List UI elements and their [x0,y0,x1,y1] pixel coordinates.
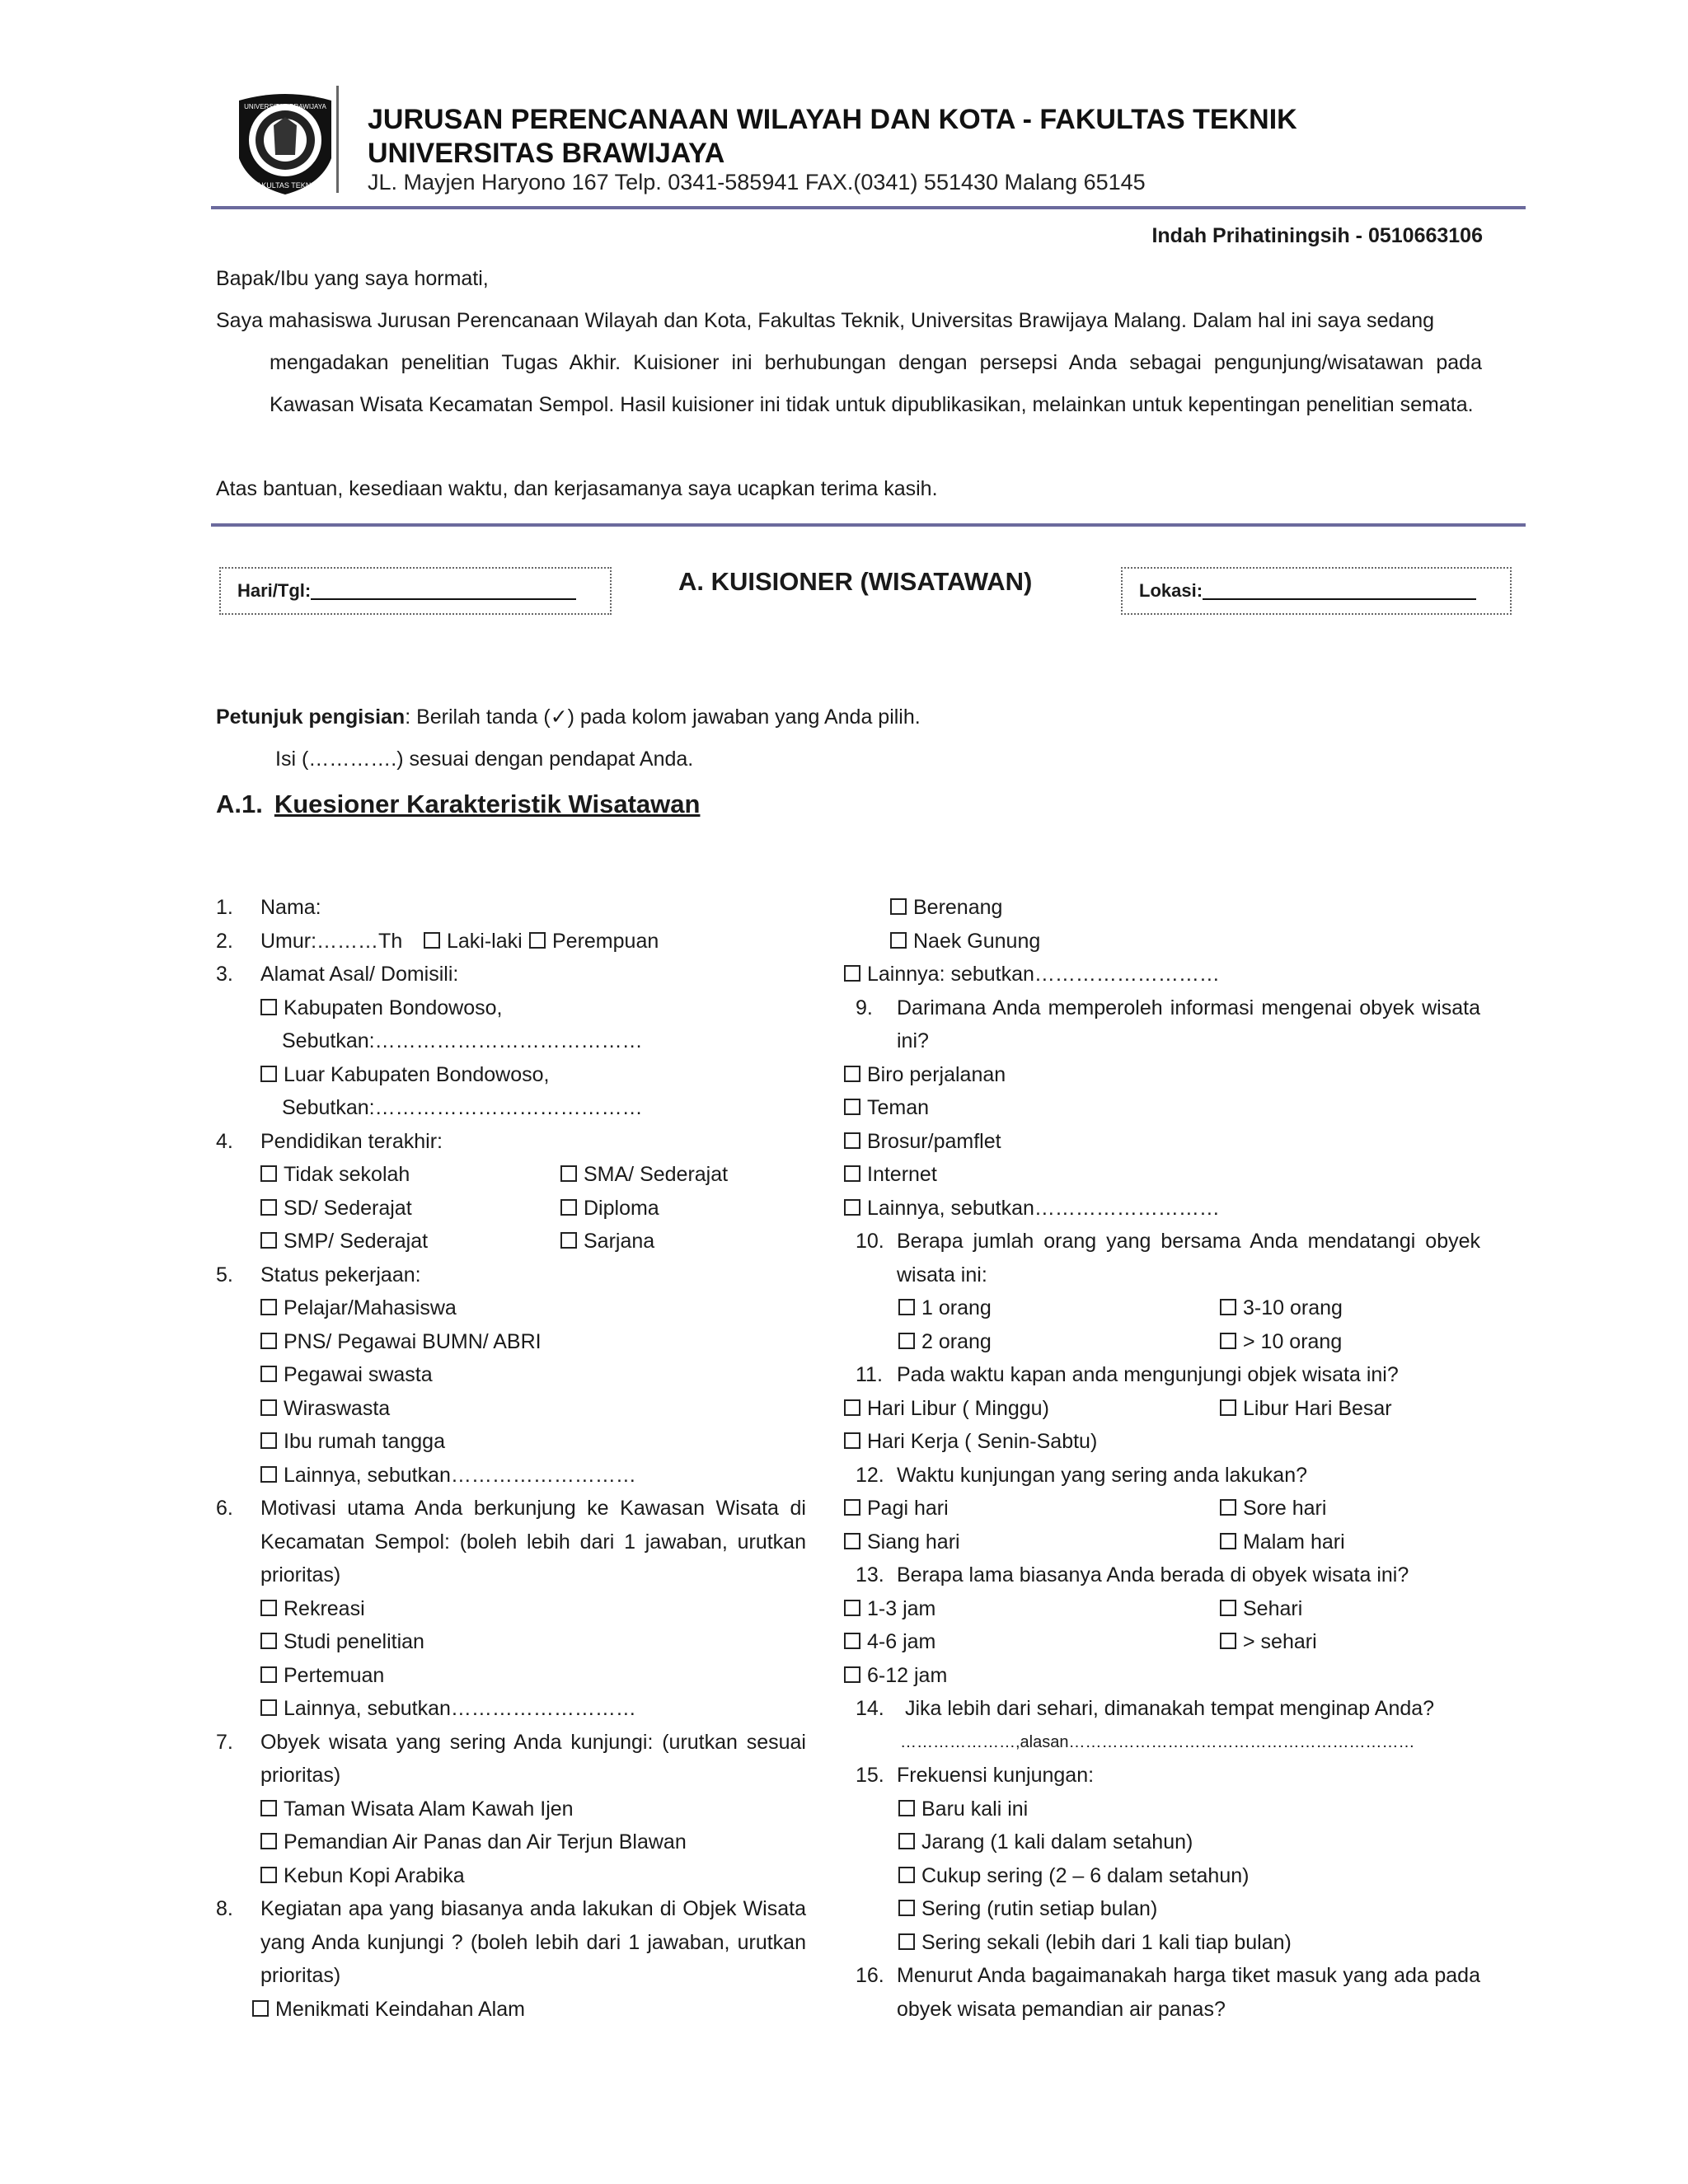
intro-rule [211,523,1526,527]
job-entrepreneur-checkbox[interactable] [260,1399,277,1416]
svg-text:FAKULTAS TEKNIK: FAKULTAS TEKNIK [252,181,318,190]
group-2-checkbox[interactable] [898,1333,915,1349]
question-6: 6. Motivasi utama Anda berkunjung ke Kawasan Wisata di Kecamatan Sempol: (boleh lebih dari 1 jawaban, urutkan prioritas) [216,1497,806,1586]
job-student-checkbox[interactable] [260,1299,277,1315]
question-9: 9. Darimana Anda memperoleh informasi mengenai obyek wisata ini? [856,996,1480,1052]
stay-6-12-checkbox[interactable] [844,1666,860,1683]
location-input-line[interactable] [1203,582,1476,600]
instructions-label: Petunjuk pengisian [216,705,406,729]
section-heading: A.1. Kuesioner Karakteristik Wisatawan [216,790,701,818]
intro-first-line: Saya mahasiswa Jurusan Perencanaan Wilayah dan Kota, Fakultas Teknik, Universitas Brawijaya Malang. Dalam hal ini saya sedang [216,309,1435,332]
info-internet-checkbox[interactable] [844,1165,860,1182]
info-other-checkbox[interactable] [844,1199,860,1216]
freq-often-checkbox[interactable] [898,1867,915,1883]
info-travel-agent-checkbox[interactable] [844,1066,860,1082]
question-8: 8. Kegiatan apa yang biasanya anda lakukan di Objek Wisata yang Anda kunjungi ? (boleh lebih dari 1 jawaban, urutkan prioritas) [216,1897,806,1987]
question-4: 4. Pendidikan terakhir: [216,1129,443,1153]
intro-paragraph [216,300,1482,426]
visit-noon-checkbox[interactable] [844,1533,860,1549]
origin-bondowoso-fill[interactable]: Sebutkan:………………………………… [282,1029,643,1052]
origin-outside-fill[interactable]: Sebutkan:………………………………… [282,1096,643,1119]
freq-rare-checkbox[interactable] [898,1833,915,1849]
intro-rest: mengadakan penelitian Tugas Akhir. Kuisioner ini berhubungan dengan persepsi Anda sebagai pengunjung/wisatawan pada Kawasan Wisata Kecamatan Sempol. Hasil kuisioner ini tidak untuk dipublikasikan, melainkan untuk kepentingan penelitian semata. [270,351,1482,416]
question-7: 7. Obyek wisata yang sering Anda kunjungi: (urutkan sesuai prioritas) [216,1730,806,1787]
question-16: 16. Menurut Anda bagaimanakah harga tiket masuk yang ada pada obyek wisata pemandian air panas? [856,1964,1480,2021]
instructions-line2: Isi (………….) sesuai dengan pendapat Anda. [275,748,694,771]
visit-morning-checkbox[interactable] [844,1499,860,1516]
question-3: 3. Alamat Asal/ Domisili: [216,963,459,986]
question-15: 15. Frekuensi kunjungan: [856,1764,1095,1787]
site-coffee-checkbox[interactable] [260,1867,277,1883]
greeting: Bapak/Ibu yang saya hormati, [216,267,489,290]
location-label: Lokasi: [1139,580,1203,601]
header-university: UNIVERSITAS BRAWIJAYA [368,138,725,169]
visit-afternoon-checkbox[interactable] [1220,1499,1236,1516]
job-housewife-checkbox[interactable] [260,1432,277,1449]
group-3-10-checkbox[interactable] [1220,1299,1236,1315]
freq-first-checkbox[interactable] [898,1800,915,1816]
visit-night-checkbox[interactable] [1220,1533,1236,1549]
freq-very-often-checkbox[interactable] [898,1933,915,1950]
group-1-checkbox[interactable] [898,1299,915,1315]
thanks-text: Atas bantuan, kesediaan waktu, dan kerjasamanya saya ucapkan terima kasih. [216,477,938,500]
question-13: 13. Berapa lama biasanya Anda berada di obyek wisata ini? [856,1563,1409,1586]
edu-smp-checkbox[interactable] [260,1232,277,1249]
edu-none-checkbox[interactable] [260,1165,277,1182]
time-sunday-checkbox[interactable] [844,1399,860,1416]
site-blawan-checkbox[interactable] [260,1833,277,1849]
location-field-box[interactable] [1121,567,1512,615]
question-1: 1. Nama: [216,896,321,919]
date-field-box[interactable] [219,567,612,615]
origin-bondowoso-checkbox[interactable] [260,999,277,1015]
stay-1-3-checkbox[interactable] [844,1600,860,1616]
stay-more-checkbox[interactable] [1220,1633,1236,1649]
question-10: 10. Berapa jumlah orang yang bersama Anda mendatangi obyek wisata ini: [856,1230,1480,1286]
site-ijen-checkbox[interactable] [260,1800,277,1816]
activity-hike-checkbox[interactable] [890,932,907,949]
stay-4-6-checkbox[interactable] [844,1633,860,1649]
edu-diploma-checkbox[interactable] [560,1199,577,1216]
activity-nature-checkbox[interactable] [252,2000,269,2017]
gender-male-checkbox[interactable] [424,932,440,949]
group-10plus-checkbox[interactable] [1220,1333,1236,1349]
activity-other-checkbox[interactable] [844,965,860,982]
author-name: Indah Prihatiningsih - 0510663106 [1151,224,1483,247]
activity-swim-checkbox[interactable] [890,898,907,915]
job-other-checkbox[interactable] [260,1466,277,1483]
svg-text:UNIVERSITAS BRAWIJAYA: UNIVERSITAS BRAWIJAYA [244,103,326,110]
left-column: 1. Nama: 2. Umur:………Th Laki-laki Perempuan 3. Alamat Asal/ Domisili: Kabupaten Bondowoso, Sebutkan:………………………………… Luar Kabupaten Bondowoso, Sebutkan:………………………………… 4. Pendidikan terakhir: Tidak sekolah SMA/ Sederajat SD/ Sederajat Diploma SMP/ Sederajat Sarjana 5. Status pekerjaan: Pelajar/Mahasiswa PNS/ Pegawai BUMN/ ABRI Pegawai swasta Wiraswasta Ibu rumah tangga Lainnya, sebutkan……………………… 6. Motivasi utama Anda berkunjung ke Kawasan Wisata di Kecamatan Sempol: (boleh lebih dari 1 jawaban, urutkan prioritas) Rekreasi Studi penelitian Pertemuan Lainnya, sebutkan……………………… 7. Obyek wisata yang sering Anda kunjungi: (urutkan sesuai prioritas) Taman Wisata Alam Kawah Ijen Pemandian Air Panas dan Air Terjun Blawan Kebun Kopi Arabika 8. Kegiatan apa yang biasanya anda lakukan di Objek Wisata yang Anda kunjungi ? (boleh lebih dari 1 jawaban, urutkan prioritas) Menikmati Keindahan Alam [216,891,806,2026]
header-rule [211,206,1526,209]
gender-female-checkbox[interactable] [529,932,546,949]
date-input-line[interactable] [311,582,576,600]
lodging-fill[interactable]: …………………,alasan……………………………………………………… [900,1732,1415,1751]
stay-day-checkbox[interactable] [1220,1600,1236,1616]
freq-monthly-checkbox[interactable] [898,1900,915,1916]
questionnaire-title: A. KUISIONER (WISATAWAN) [678,567,1033,596]
question-14: 14. Jika lebih dari sehari, dimanakah tempat menginap Anda? [856,1697,1435,1720]
info-brochure-checkbox[interactable] [844,1132,860,1149]
edu-sma-checkbox[interactable] [560,1165,577,1182]
motive-meeting-checkbox[interactable] [260,1666,277,1683]
info-friend-checkbox[interactable] [844,1099,860,1115]
question-11: 11. Pada waktu kapan anda mengunjungi objek wisata ini? [856,1363,1399,1386]
time-holiday-checkbox[interactable] [1220,1399,1236,1416]
instructions-line1: Petunjuk pengisian: Berilah tanda (✓) pada kolom jawaban yang Anda pilih. [216,705,921,729]
question-12: 12. Waktu kunjungan yang sering anda lakukan? [856,1463,1308,1487]
motive-research-checkbox[interactable] [260,1633,277,1649]
question-2: 2. Umur:………Th Laki-laki Perempuan [216,929,659,953]
header-department: JURUSAN PERENCANAAN WILAYAH DAN KOTA - FAKULTAS TEKNIK [368,104,1297,135]
motive-other-checkbox[interactable] [260,1699,277,1716]
time-weekday-checkbox[interactable] [844,1432,860,1449]
header-address: JL. Mayjen Haryono 167 Telp. 0341-585941 FAX.(0341) 551430 Malang 65145 [368,170,1146,194]
job-private-checkbox[interactable] [260,1366,277,1382]
header-divider [336,86,339,193]
job-civil-checkbox[interactable] [260,1333,277,1349]
date-label: Hari/Tgl: [237,580,312,601]
edu-sarjana-checkbox[interactable] [560,1232,577,1249]
edu-sd-checkbox[interactable] [260,1199,277,1216]
right-column: Berenang Naek Gunung Lainnya: sebutkan……………………… 9. Darimana Anda memperoleh informasi mengenai obyek wisata ini? Biro perjalanan Teman Brosur/pamflet Internet Lainnya, sebutkan……………………… 10. Berapa jumlah orang yang bersama Anda mendatangi obyek wisata ini: 1 orang 3-10 orang 2 orang > 10 orang 11. Pada waktu kapan anda mengunjungi objek wisata ini? Hari Libur ( Minggu) Libur Hari Besar Hari Kerja ( Senin-Sabtu) 12. Waktu kunjungan yang sering anda lakukan? Pagi hari Sore hari Siang hari Malam hari 13. Berapa lama biasanya Anda berada di obyek wisata ini? 1-3 jam Sehari 4-6 jam > sehari 6-12 jam 14. Jika lebih dari sehari, dimanakah tempat menginap Anda? …………………,alasan……………………………………………………… 15. Frekuensi kunjungan: Baru kali ini Jarang (1 kali dalam setahun) Cukup sering (2 – 6 dalam setahun) Sering (rutin setiap bulan) Sering sekali (lebih dari 1 kali tiap bulan) 16. Menurut Anda bagaimanakah harga tiket masuk yang ada pada obyek wisata pemandian air panas? [844,891,1480,2026]
motive-recreation-checkbox[interactable] [260,1600,277,1616]
question-5: 5. Status pekerjaan: [216,1263,421,1286]
origin-outside-checkbox[interactable] [260,1066,277,1082]
university-logo [231,92,340,198]
